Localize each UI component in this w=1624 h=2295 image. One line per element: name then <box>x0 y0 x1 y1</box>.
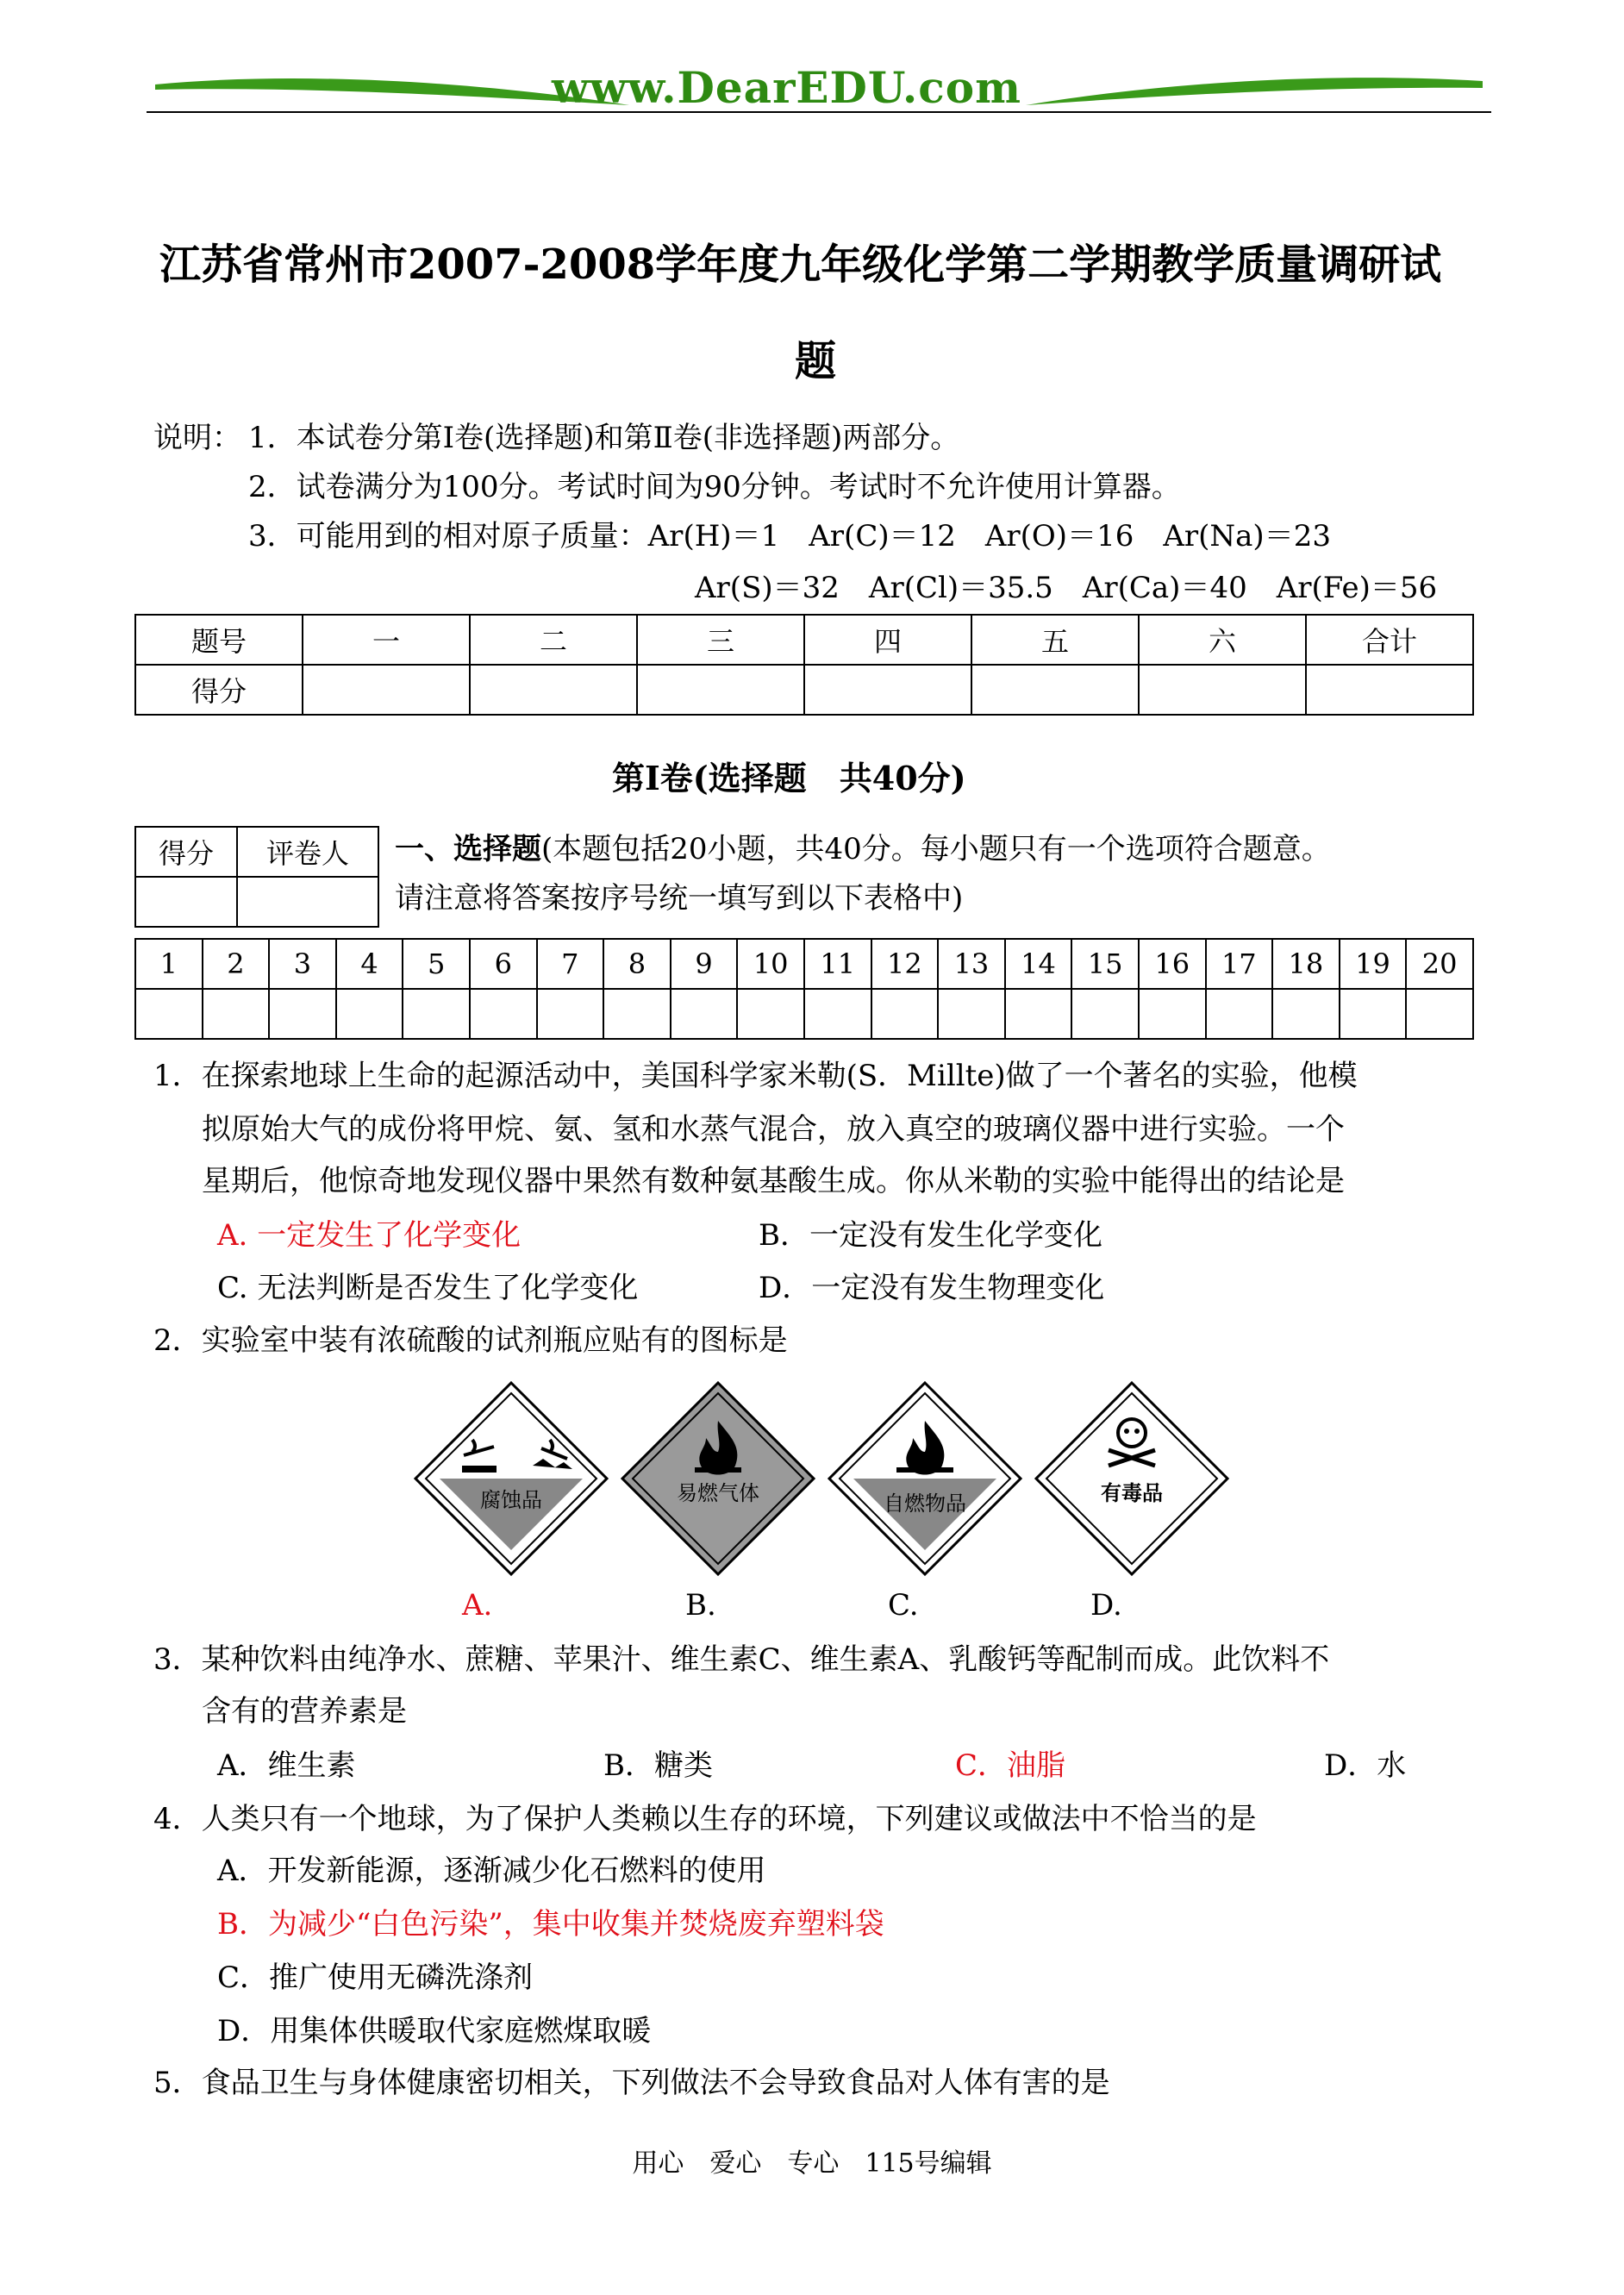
grader-cell <box>135 877 237 927</box>
q4-option-a: A．开发新能源，逐渐减少化石燃料的使用 <box>217 1854 766 1888</box>
grader-header: 得分 <box>135 827 237 877</box>
q2-caption-a: A. <box>462 1588 493 1623</box>
answer-blank-cell <box>938 989 1005 1039</box>
score-cell <box>303 665 470 715</box>
q4-option-b: B．为减少“白色污染”，集中收集并焚烧废弃塑料袋 <box>217 1907 884 1942</box>
q4-option-d: D．用集体供暖取代家庭燃煤取暖 <box>217 2014 652 2048</box>
q3-line1: 3．某种饮料由纯净水、蔗糖、苹果汁、维生素C、维生素A、乳酸钙等配制而成。此饮料不 <box>153 1642 1330 1677</box>
q1-option-b: B．一定没有发生化学变化 <box>759 1218 1102 1253</box>
answer-number-cell: 13 <box>938 939 1005 989</box>
score-cell <box>1139 665 1306 715</box>
answer-blank-cell <box>1139 989 1206 1039</box>
q2-caption-c: C. <box>888 1588 919 1623</box>
answer-blank-cell <box>135 989 203 1039</box>
answer-table <box>134 938 1474 1040</box>
q3-option-c: C．油脂 <box>955 1748 1066 1783</box>
q1-line3: 星期后，他惊奇地发现仪器中果然有数种氨基酸生成。你从米勒的实验中能得出的结论是 <box>202 1164 1345 1198</box>
answer-blank-cell <box>269 989 336 1039</box>
page-title-line2: 题 <box>795 337 837 385</box>
note-3b: Ar(S)＝32 Ar(Cl)＝35.5 Ar(Ca)＝40 Ar(Fe)＝56 <box>695 571 1438 605</box>
q4-option-c: C．推广使用无磷洗涤剂 <box>217 1960 534 1995</box>
score-header-cell: 一 <box>303 615 470 665</box>
sign-label-d: 有毒品 <box>1101 1481 1163 1505</box>
answer-blank-cell <box>671 989 738 1039</box>
grader-table <box>134 826 379 928</box>
q1-line2: 拟原始大气的成份将甲烷、氨、氢和水蒸气混合，放入真空的玻璃仪器中进行实验。一个 <box>202 1112 1345 1147</box>
answer-number-cell: 10 <box>737 939 804 989</box>
answer-blank-cell <box>737 989 804 1039</box>
score-header-cell: 四 <box>804 615 971 665</box>
score-header-cell: 题号 <box>135 615 303 665</box>
answer-number-cell: 15 <box>1071 939 1139 989</box>
answer-blank-cell <box>1406 989 1473 1039</box>
answer-blank-cell <box>1071 989 1139 1039</box>
section1-heading-rest: (本题包括20小题，共40分。每小题只有一个选项符合题意。 <box>541 832 1331 866</box>
section1-title: 第Ⅰ卷(选择题 共40分) <box>612 759 966 797</box>
q1-line1: 1．在探索地球上生命的起源活动中，美国科学家米勒(S．Millte)做了一个著名的实验，他模 <box>153 1059 1358 1093</box>
notes-label: 说明： <box>153 421 241 455</box>
note-2: 2．试卷满分为100分。考试时间为90分钟。考试时不允许使用计算器。 <box>248 470 1181 504</box>
section1-heading-line2: 请注意将答案按序号统一填写到以下表格中) <box>395 881 964 916</box>
answer-number-cell: 2 <box>203 939 270 989</box>
answer-blank-cell <box>470 989 537 1039</box>
answer-number-cell: 20 <box>1406 939 1473 989</box>
answer-blank-cell <box>1340 989 1407 1039</box>
score-row-label: 得分 <box>135 665 303 715</box>
answer-number-cell: 6 <box>470 939 537 989</box>
section1-heading <box>395 832 1331 866</box>
answer-blank-cell <box>537 989 604 1039</box>
q4-stem: 4．人类只有一个地球，为了保护人类赖以生存的环境，下列建议或做法中不恰当的是 <box>153 1802 1257 1836</box>
flammable-gas-sign <box>619 1379 817 1578</box>
q1-option-d: D．一定没有发生物理变化 <box>759 1271 1105 1305</box>
answer-blank-cell <box>1272 989 1340 1039</box>
logo-text: www.DearEDU.com <box>552 62 1022 113</box>
score-header-cell: 二 <box>470 615 637 665</box>
q3-option-a: A．维生素 <box>217 1748 356 1783</box>
toxic-sign <box>1033 1379 1231 1578</box>
sign-label-b: 易燃气体 <box>677 1481 759 1505</box>
answer-number-cell: 14 <box>1005 939 1072 989</box>
score-header-cell: 六 <box>1139 615 1306 665</box>
answer-number-cell: 5 <box>403 939 470 989</box>
spontaneous-combustion-sign <box>826 1379 1024 1578</box>
answer-blank-cell <box>336 989 403 1039</box>
answer-blank-cell <box>871 989 939 1039</box>
answer-number-cell: 8 <box>603 939 671 989</box>
score-header-cell: 五 <box>971 615 1139 665</box>
grader-header: 评卷人 <box>237 827 378 877</box>
answer-number-cell: 1 <box>135 939 203 989</box>
answer-number-cell: 16 <box>1139 939 1206 989</box>
score-table <box>134 614 1474 716</box>
q2-caption-b: B. <box>685 1588 716 1623</box>
q3-option-b: B．糖类 <box>603 1748 713 1783</box>
score-cell <box>1306 665 1473 715</box>
q3-option-d: D．水 <box>1324 1748 1407 1783</box>
sign-label-c: 自燃物品 <box>884 1491 966 1516</box>
answer-number-cell: 12 <box>871 939 939 989</box>
answer-blank-cell <box>203 989 270 1039</box>
section1-heading-bold: 一、选择题 <box>395 832 541 866</box>
score-cell <box>804 665 971 715</box>
score-cell <box>470 665 637 715</box>
answer-number-cell: 9 <box>671 939 738 989</box>
answer-number-cell: 4 <box>336 939 403 989</box>
answer-blank-cell <box>1005 989 1072 1039</box>
corrosive-sign <box>412 1379 610 1578</box>
answer-blank-cell <box>1206 989 1273 1039</box>
answer-number-cell: 19 <box>1340 939 1407 989</box>
answer-number-cell: 18 <box>1272 939 1340 989</box>
q2-caption-d: D. <box>1090 1588 1122 1623</box>
answer-number-cell: 7 <box>537 939 604 989</box>
score-cell <box>637 665 804 715</box>
q2-stem: 2．实验室中装有浓硫酸的试剂瓶应贴有的图标是 <box>153 1323 788 1358</box>
score-header-cell: 三 <box>637 615 804 665</box>
q1-option-a: A. 一定发生了化学变化 <box>217 1218 522 1253</box>
note-1: 1．本试卷分第Ⅰ卷(选择题)和第Ⅱ卷(非选择题)两部分。 <box>248 421 960 455</box>
page-footer: 用心 爱心 专心 115号编辑 <box>632 2148 992 2179</box>
score-cell <box>971 665 1139 715</box>
answer-number-cell: 11 <box>804 939 871 989</box>
answer-blank-cell <box>603 989 671 1039</box>
grader-cell <box>237 877 378 927</box>
q3-line2: 含有的营养素是 <box>202 1694 407 1729</box>
q1-option-c: C. 无法判断是否发生了化学变化 <box>217 1271 639 1305</box>
score-header-cell: 合计 <box>1306 615 1473 665</box>
answer-blank-cell <box>403 989 470 1039</box>
page-title-line1: 江苏省常州市2007-2008学年度九年级化学第二学期教学质量调研试 <box>159 241 1442 289</box>
answer-number-cell: 17 <box>1206 939 1273 989</box>
sign-label-a: 腐蚀品 <box>480 1488 542 1512</box>
answer-blank-cell <box>804 989 871 1039</box>
note-3: 3．可能用到的相对原子质量：Ar(H)＝1 Ar(C)＝12 Ar(O)＝16 Ar(Na)＝23 <box>248 519 1331 553</box>
answer-number-cell: 3 <box>269 939 336 989</box>
q5-stem: 5．食品卫生与身体健康密切相关，下列做法不会导致食品对人体有害的是 <box>153 2066 1110 2100</box>
